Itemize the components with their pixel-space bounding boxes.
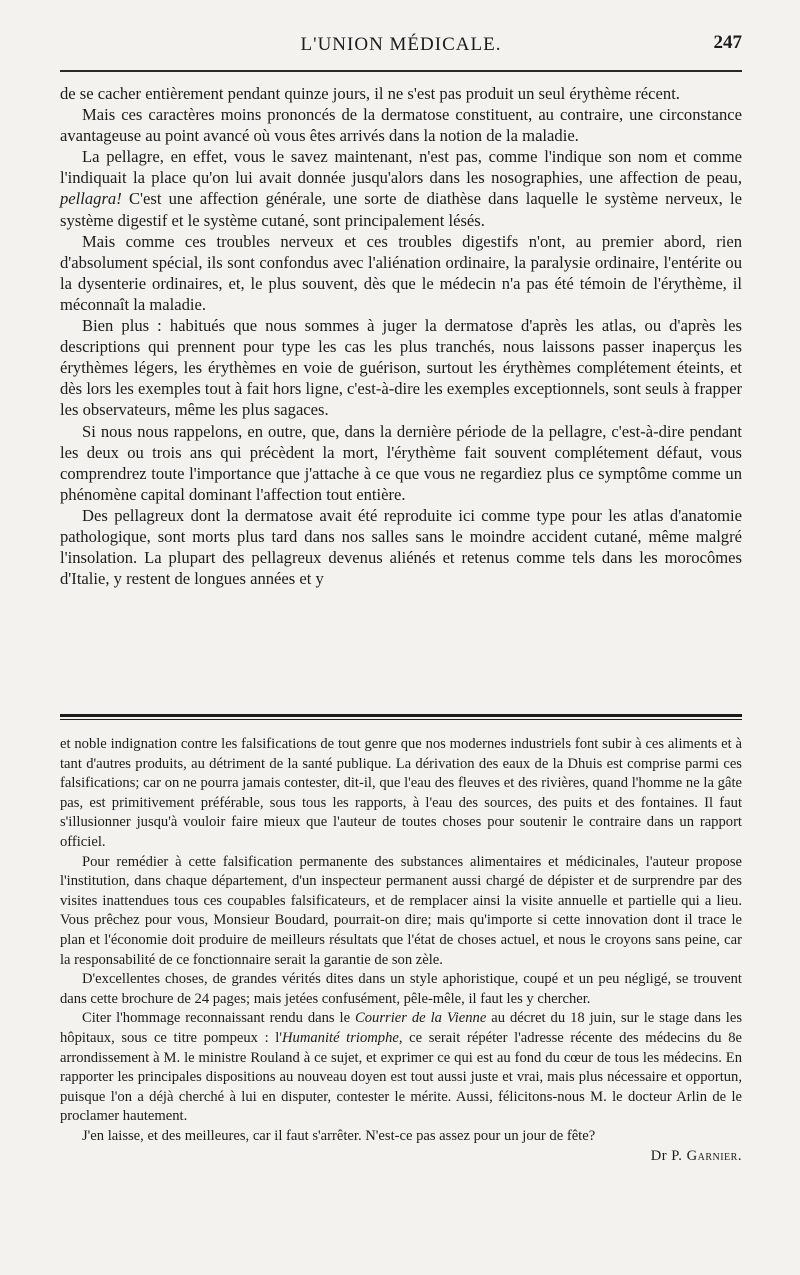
running-title: L'UNION MÉDICALE. [300,34,502,55]
paragraph-4: Mais comme ces troubles nerveux et ces troubles digestifs n'ont, au premier abord, rien d'absolument spécial, ils sont confondus avec l'aliénation ordinaire, la paralysie ordinaire, l'entérite ou la dysenterie ordinaires, et, le plus souvent, dès que le médecin n'a pas été témoin de l'érythème, il méconnaît la maladie. [60,231,742,314]
feuilleton-p4-part-b: au décret du 18 juin, sur le stage dans les hôpitaux, sous ce titre pompeux : l' [60,1010,743,1046]
page-number: 247 [713,32,742,53]
paragraph-2: Mais ces caractères moins prononcés de la dermatose constituent, au contraire, une circonstance avantageuse au point avancé où vous êtes arrivés dans la notion de la maladie. [60,105,742,146]
feuilleton-paragraph-1: et noble indignation contre les falsifications de tout genre que nos modernes industriels font subir à ces aliments et à tant d'autres produits, au détriment de la santé publique. La dérivation des eaux de la Dhuis est comprise parmi ces falsifications; car on ne pourra jamais contester, dit-il, que l'eau des fleuves et des rivières, quand l'homme ne la gâte pas, est primitivement préférable, sous tous les rapports, à l'eau des sources, des puits et des fontaines. Il faut s'illusionner jusqu'à vouloir faire mieux que l'auteur de toutes choses pour soutenir le contraire dans un rapport officiel. [60,736,742,850]
paragraph-7: Des pellagreux dont la dermatose avait été reproduite ici comme type pour les atlas d'anatomie pathologique, sont morts plus tard dans nos salles sans le moindre accident cutané, même malgré l'insolation. La plupart des pellagreux devenus aliénés et retenus comme tels dans les morocômes d'Italie, y restent de longues années et y [60,505,742,589]
signature-name: Garnier. [686,1148,742,1165]
separator-thick-rule [60,714,742,717]
feuilleton-paragraph-4 [60,1009,742,1127]
author-signature [60,1147,742,1167]
feuilleton-p4-part-a: Citer l'hommage reconnaissant rendu dans le [82,1010,356,1027]
feuilleton-paragraph-3: D'excellentes choses, de grandes vérités dites dans un style aphoristique, coupé et un peu négligé, se trouvent dans cette brochure de 24 pages; mais jetées confusément, pêle-mêle, il faut les y chercher. [60,971,742,1007]
header-rule [60,70,742,72]
feuilleton-section [60,735,742,1167]
paragraph-3-text: La pellagre, en effet, vous le savez maintenant, n'est pas, comme l'indique son nom et comme l'indiquait la place qu'on lui avait donnée jusqu'alors dans les nosographies, une affection de peau, [60,147,742,188]
feuilleton-paragraph-5: J'en laisse, et des meilleures, car il faut s'arrêter. N'est-ce pas assez pour un jour de fête? [82,1127,596,1144]
page-header [60,32,742,62]
feuilleton-separator [60,714,742,720]
separator-thin-rule [60,719,742,720]
feuilleton-paragraph-2: Pour remédier à cette falsification permanente des substances alimentaires et médicinales, l'auteur propose l'institution, dans chaque département, d'un inspecteur permanent aussi chargé de dépister et de surprendre par des visites inattendues tous ces coupables falsificateurs, et de remplacer ainsi la visite annuelle et partielle qui a lieu. Vous prêchez pour vous, Monsieur Boudard, pourrait-on dire; mais qu'importe si cette innovation dont il trace le plan et l'économie doit produire de meilleurs résultats que l'état de choses actuel, et nous le croyons sans peine, car la responsabilité de ce fonctionnaire serait la garantie de son zèle. [60,853,742,968]
paragraph-6: Si nous nous rappelons, en outre, que, dans la dernière période de la pellagre, c'est-à-dire pendant les deux ou trois ans qui précèdent la mort, l'érythème fait souvent complétement défaut, vous comprendrez toute l'importance que j'attache à ce que vous ne regardiez plus ce symptôme comme un phénomène capital dominant l'affection tout entière. [60,421,742,504]
main-article [60,83,742,589]
paragraph-1: de se cacher entièrement pendant quinze jours, il ne s'est pas produit un seul érythème récent. [60,84,680,103]
feuilleton-p4-part-c: ce serait répéter l'adresse récente des médecins du 8e arrondissement à M. le ministre Rouland à ce sujet, et exprimer ce qui est au fond du cœur de tous les médecins. En rapporter les principales dispositions au nouveau doyen est tout aussi juste et vrai, mais plus nécessaire et opportun, puisque l'on a déjà cherché à lui en disputer, contester le mérite. Aussi, félicitons-nous M. le docteur Arlin de le proclamer hautement. [60,1029,742,1125]
signature-prefix: Dr P. [650,1148,687,1165]
paragraph-5: Bien plus : habitués que nous sommes à juger la dermatose d'après les atlas, ou d'après les descriptions qui prennent pour type les cas les plus tranchés, nous laissons passer inaperçus les érythèmes légers, les érythèmes en voie de guérison, surtout les érythèmes complétement éteints, et dès lors les exemples tout à fait hors ligne, c'est-à-dire les exemples exceptionnels, sont seuls à frapper les observateurs, même les plus sagaces. [60,316,742,420]
paragraph-3-rest: C'est une affection générale, une sorte de diathèse dans laquelle le système nerveux, le système digestif et le système cutané, sont principalement lésés. [60,189,742,230]
humanite-title-italic: Humanité triomphe, [281,1029,403,1046]
paragraph-3 [60,146,742,230]
pellagra-italic: pellagra! [60,189,122,209]
courrier-title-italic: Courrier de la Vienne [355,1010,487,1027]
